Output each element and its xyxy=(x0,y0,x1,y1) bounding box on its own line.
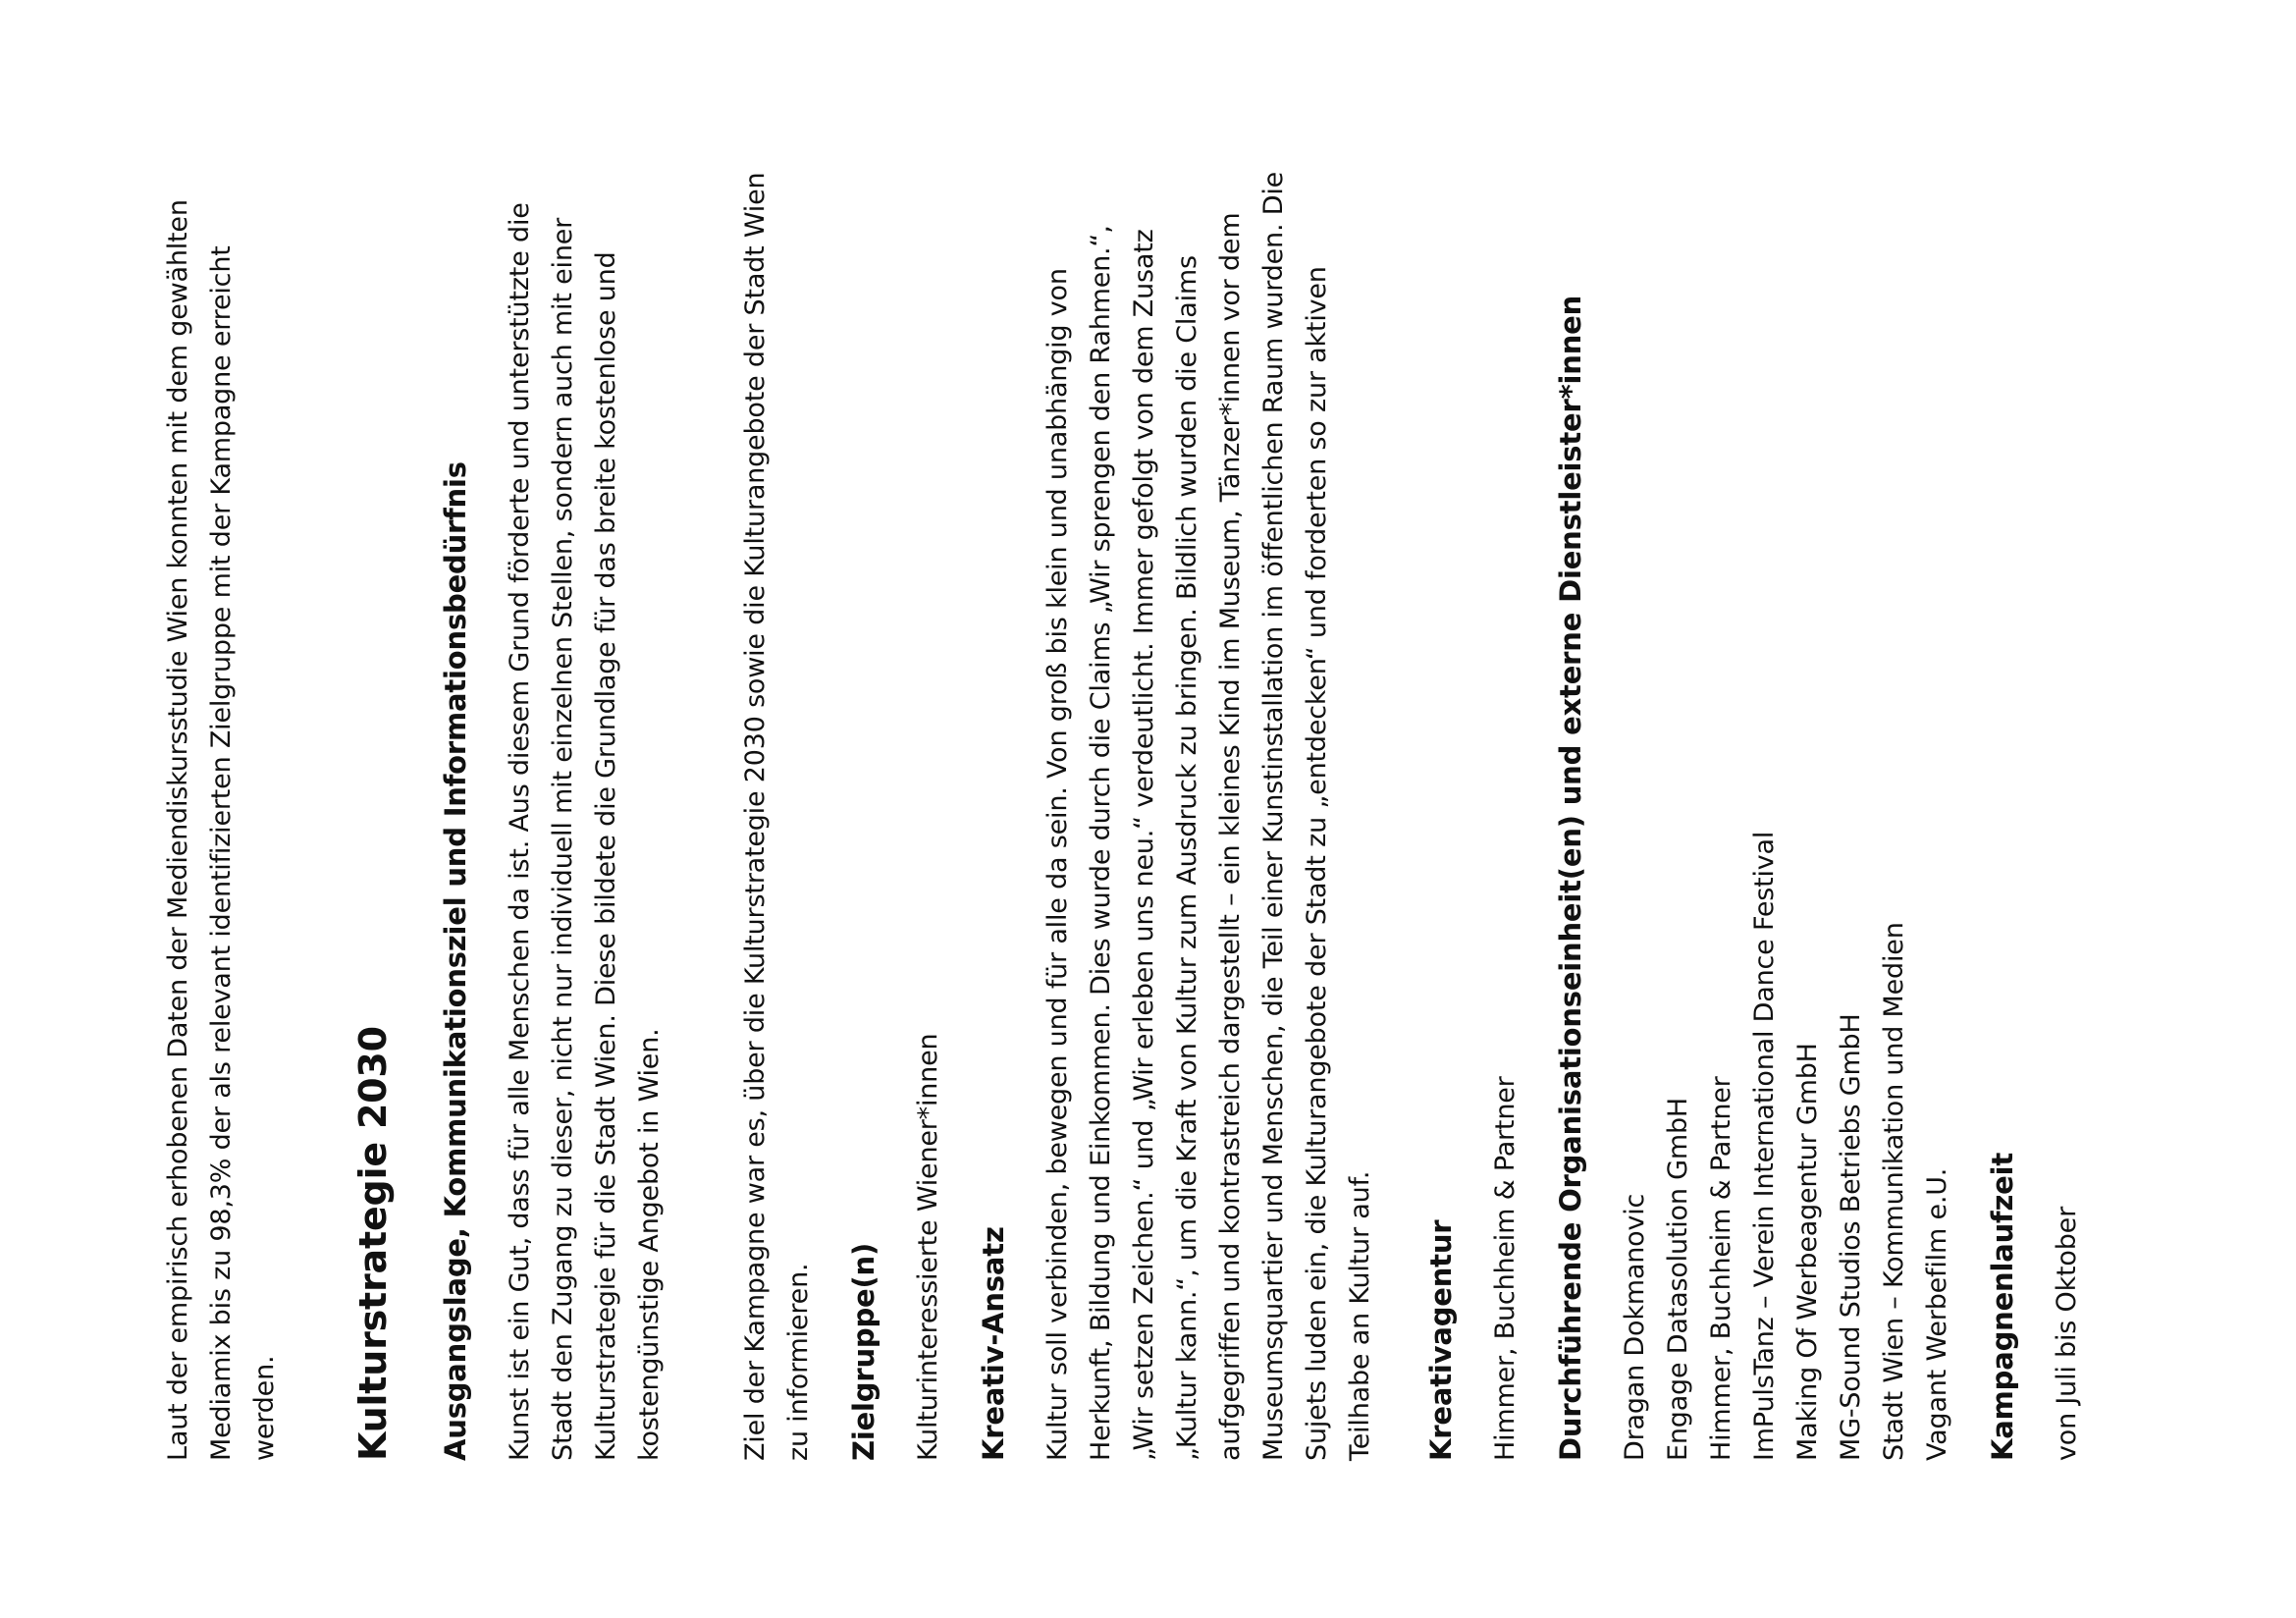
list-item: Vagant Werbefilm e.U. xyxy=(1922,1167,1952,1461)
kampagnenlaufzeit-text: von Juli bis Oktober xyxy=(2052,1207,2082,1461)
section-heading-durchfuehrende: Durchführende Organisationseinheit(en) und externe Dienstleister*innen xyxy=(1554,295,1587,1461)
section-heading-kreativagentur: Kreativagentur xyxy=(1424,1219,1458,1461)
ausgangslage-paragraph-2: Ziel der Kampagne war es, über die Kulturstrategie 2030 sowie die Kulturangebote der Stadt Wien zu informieren. xyxy=(740,172,814,1461)
list-item: MG-Sound Studios Betriebs GmbH xyxy=(1836,1013,1866,1461)
section-heading-zielgruppe: Zielgruppe(n) xyxy=(847,1242,881,1461)
list-item: ImPulsTanz – Verein International Dance Festival xyxy=(1749,831,1780,1461)
intro-paragraph: Laut der empirisch erhobenen Daten der Mediendiskursstudie Wien konnten mit dem gewählten Mediamix bis zu 98,3% der als relevant identifizierten Zielgruppe mit der Kampagne erreicht werden. xyxy=(163,199,280,1461)
section-heading-kreativ-ansatz: Kreativ-Ansatz xyxy=(977,1226,1010,1461)
campaign-title: Kulturstrategie 2030 xyxy=(351,1026,395,1461)
document-content xyxy=(157,165,2089,1461)
kreativagentur-text: Himmer, Buchheim & Partner xyxy=(1490,1076,1521,1461)
ausgangslage-paragraph-1: Kunst ist ein Gut, dass für alle Menschen da ist. Aus diesem Grund förderte und unterstützte die Stadt den Zugang zu dieser, nicht nur individuell mit einzelnen Stellen, sondern auch mit einer Kulturstrategie für die Stadt Wien. Diese bildete die Grundlage für das breite kostenlose und kostengünstige Angebot in Wien. xyxy=(505,202,665,1461)
kreativ-ansatz-text: Kultur soll verbinden, bewegen und für alle da sein. Von groß bis klein und unabhängig von Herkunft, Bildung und Einkommen. Dies wurde durch die Claims „Wir sprengen den Rahmen.“, „Wir setzen Zeichen.“ und „Wir erleben uns neu.“ verdeutlicht. Immer gefolgt von dem Zusatz „Kultur kann.“, um die Kraft von Kultur zum Ausdruck zu bringen. Bildlich wurden die Claims aufgegriffen und kontrastreich dargestellt – ein kleines Kind im Museum, Tänzer*innen vor dem Museumsquartier und Menschen, die Teil einer Kunstinstallation im öffentlichen Raum wurden. Die Sujets luden ein, die Kulturangebote der Stadt zu „entdecken“ und forderten so zur aktiven Teilhabe an Kultur auf. xyxy=(1042,171,1375,1461)
section-heading-ausgangslage: Ausgangslage, Kommunikationsziel und Informationsbedürfnis xyxy=(439,461,472,1461)
zielgruppe-text: Kulturinteressierte Wiener*innen xyxy=(913,1033,943,1461)
list-item: Making Of Werbeagentur GmbH xyxy=(1792,1043,1823,1461)
list-item: Dragan Dokmanovic xyxy=(1620,1193,1650,1461)
list-item: Engage Datasolution GmbH xyxy=(1663,1097,1693,1461)
list-item: Himmer, Buchheim & Partner xyxy=(1706,1076,1736,1461)
section-heading-kampagnenlaufzeit: Kampagnenlaufzeit xyxy=(1986,1152,2019,1461)
list-item: Stadt Wien – Kommunikation und Medien xyxy=(1879,922,1909,1461)
dienstleister-list xyxy=(1614,165,1959,1461)
